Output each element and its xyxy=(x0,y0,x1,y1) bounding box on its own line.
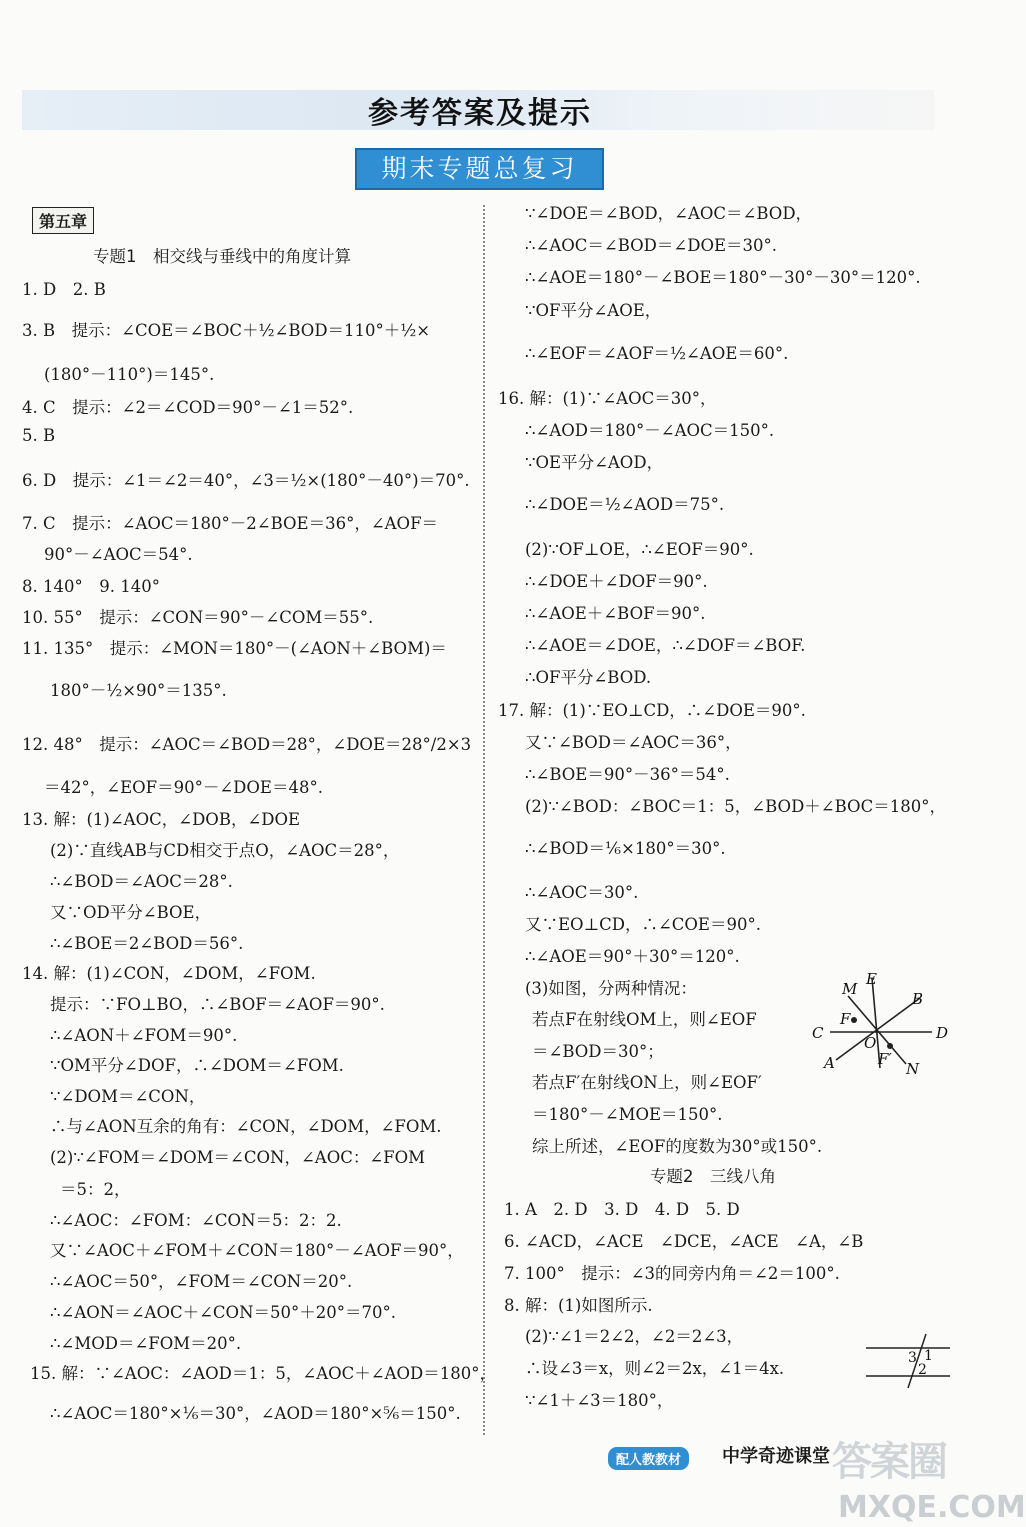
answer-line: 14. 解：(1)∠CON，∠DOM，∠FOM. xyxy=(22,964,316,983)
label-F: F xyxy=(840,1010,851,1028)
answer-line: ∴∠DOE＋∠DOF＝90°. xyxy=(525,572,708,591)
watermark-url: MXQE.COM xyxy=(838,1490,1026,1525)
answer-line: ∴∠BOD＝∠AOC＝28°. xyxy=(50,872,233,891)
answer-line: ∴∠AON＝∠AOC＋∠CON＝50°＋20°＝70°. xyxy=(50,1303,396,1322)
answer-line: (3)如图，分两种情况： xyxy=(525,979,697,998)
answer-line: ∴与∠AON互余的角有：∠CON，∠DOM，∠FOM. xyxy=(50,1117,442,1136)
answer-line: 16. 解：(1)∵∠AOC＝30°， xyxy=(498,389,717,408)
answer-line: ∴∠MOD＝∠FOM＝20°. xyxy=(50,1334,242,1353)
answer-line: ∴∠DOE＝½∠AOD＝75°. xyxy=(525,495,725,514)
label-3: 3 xyxy=(908,1350,917,1366)
footer-badge: 配人教教材 xyxy=(608,1447,689,1470)
answer-line: 5. B xyxy=(22,426,56,445)
label-C: C xyxy=(812,1024,824,1042)
answer-line: ∵∠DOM＝∠CON， xyxy=(50,1087,206,1106)
answer-line: ∴∠AOC＝180°×⅙＝30°，∠AOD＝180°×⅚＝150°. xyxy=(50,1404,461,1423)
answer-line: ∴∠AOE＝∠DOE，∴∠DOF＝∠BOF. xyxy=(525,636,806,655)
answer-line: 又∵EO⊥CD，∴∠COE＝90°. xyxy=(525,915,761,934)
section-title: 期末专题总复习 xyxy=(355,148,604,190)
answer-line: 6. D 提示：∠1＝∠2＝40°，∠3＝½×(180°－40°)＝70°. xyxy=(22,471,470,490)
answer-line: 90°－∠AOC＝54°. xyxy=(44,545,193,564)
answer-line: ∴∠AOC＝∠BOD＝∠DOE＝30°. xyxy=(525,236,778,255)
answer-line: 17. 解：(1)∵EO⊥CD，∴∠DOE＝90°. xyxy=(498,701,806,720)
answer-line: ∴∠AOC＝30°. xyxy=(525,883,639,902)
label-2: 2 xyxy=(918,1362,927,1378)
answer-line: ∴∠AOE＝90°＋30°＝120°. xyxy=(525,947,740,966)
section-heading: 专题2 三线八角 xyxy=(650,1167,776,1186)
answer-line: ∴∠AOD＝180°－∠AOC＝150°. xyxy=(525,421,775,440)
answer-line: 13. 解：(1)∠AOC，∠DOB，∠DOE xyxy=(22,810,301,829)
answer-line: (2)∵∠BOD：∠BOC＝1：5，∠BOD＋∠BOC＝180°， xyxy=(525,797,946,816)
answer-line: 1. D 2. B xyxy=(22,280,106,299)
answer-line: 1. A 2. D 3. D 4. D 5. D xyxy=(504,1200,740,1219)
answer-line: ∴∠EOF＝∠AOF＝½∠AOE＝60°. xyxy=(525,344,789,363)
answer-line: ＝180°－∠MOE＝150°. xyxy=(532,1105,723,1124)
answer-line: (2)∵∠1＝2∠2，∠2＝2∠3， xyxy=(525,1327,744,1346)
label-F-prime: F′ xyxy=(878,1050,892,1068)
footer-text: 中学奇迹课堂 xyxy=(722,1446,830,1467)
answer-line: 提示：∵FO⊥BO，∴∠BOF＝∠AOF＝90°. xyxy=(50,995,385,1014)
answer-line: (180°－110°)＝145°. xyxy=(44,365,215,384)
answer-line: (2)∵OF⊥OE，∴∠EOF＝90°. xyxy=(525,540,754,559)
answer-line: ∴∠AOC＝50°，∠FOM＝∠CON＝20°. xyxy=(50,1272,353,1291)
answer-line: ∴∠BOE＝2∠BOD＝56°. xyxy=(50,934,244,953)
label-N: N xyxy=(906,1060,920,1078)
answer-line: 6. ∠ACD，∠ACE ∠DCE，∠ACE ∠A，∠B xyxy=(504,1232,864,1251)
answer-line: 11. 135° 提示：∠MON＝180°－(∠AON＋∠BOM)＝ xyxy=(22,639,447,658)
answer-line: ∴∠AON＋∠FOM＝90°. xyxy=(50,1026,238,1045)
answer-line: ∴OF平分∠BOD. xyxy=(525,668,652,687)
answer-line: ∵OE平分∠AOD， xyxy=(525,453,664,472)
answer-line: ∴设∠3＝x，则∠2＝2x，∠1＝4x. xyxy=(525,1359,785,1378)
chapter-label: 第五章 xyxy=(32,207,94,234)
answer-line: 又∵∠BOD＝∠AOC＝36°， xyxy=(525,733,742,752)
answer-line: ＝5：2， xyxy=(60,1180,131,1199)
label-B: B xyxy=(912,990,924,1008)
answer-line: ∵∠DOE＝∠BOD，∠AOC＝∠BOD， xyxy=(525,204,813,223)
answer-line: ∵OF平分∠AOE， xyxy=(525,301,662,320)
answer-line: 15. 解：∵∠AOC：∠AOD＝1：5，∠AOC＋∠AOD＝180°， xyxy=(30,1364,497,1383)
answer-line: ∴∠BOD＝⅙×180°＝30°. xyxy=(525,839,726,858)
answer-line: ∴∠AOE＋∠BOF＝90°. xyxy=(525,604,706,623)
label-D: D xyxy=(936,1024,949,1042)
answer-line: 180°－½×90°＝135°. xyxy=(50,681,227,700)
answer-line: 4. C 提示：∠2＝∠COD＝90°－∠1＝52°. xyxy=(22,398,354,417)
answer-line: 若点F′在射线ON上，则∠EOF′ xyxy=(532,1073,762,1092)
answer-line: ∴∠AOE＝180°－∠BOE＝180°－30°－30°＝120°. xyxy=(525,268,921,287)
answer-line: ∵∠1＋∠3＝180°， xyxy=(525,1391,674,1410)
answer-line: (2)∵∠FOM＝∠DOM＝∠CON，∠AOC：∠FOM xyxy=(50,1148,426,1167)
answer-line: (2)∵直线AB与CD相交于点O，∠AOC＝28°， xyxy=(50,841,400,860)
answer-line: ∴∠AOC：∠FOM：∠CON＝5：2：2. xyxy=(50,1211,342,1230)
answer-line: ∴∠BOE＝90°－36°＝54°. xyxy=(525,765,730,784)
answer-line: 8. 解：(1)如图所示. xyxy=(504,1296,653,1315)
parallel-lines-figure xyxy=(864,1330,954,1390)
answer-line: 7. C 提示：∠AOC＝180°－2∠BOE＝36°，∠AOF＝ xyxy=(22,514,439,533)
answer-line: 又∵∠AOC＋∠FOM＋∠CON＝180°－∠AOF＝90°， xyxy=(50,1241,464,1260)
answer-line: 若点F在射线OM上，则∠EOF xyxy=(532,1010,757,1029)
answer-line: 8. 140° 9. 140° xyxy=(22,577,160,596)
label-A: A xyxy=(824,1054,835,1072)
label-1: 1 xyxy=(924,1348,933,1364)
answer-line: ∵OM平分∠DOF，∴∠DOM＝∠FOM. xyxy=(50,1056,344,1075)
answer-line: ＝42°，∠EOF＝90°－∠DOE＝48°. xyxy=(44,778,323,797)
answer-line: 10. 55° 提示：∠CON＝90°－∠COM＝55°. xyxy=(22,608,374,627)
answer-line: 12. 48° 提示：∠AOC＝∠BOD＝28°，∠DOE＝28°/2×3 xyxy=(22,735,472,754)
answer-line: 3. B 提示：∠COE＝∠BOC＋½∠BOD＝110°＋½× xyxy=(22,321,431,340)
label-E: E xyxy=(866,970,877,988)
answer-line: ＝∠BOD＝30°； xyxy=(532,1042,664,1061)
watermark-logo: 答案圈 xyxy=(832,1439,946,1485)
answer-line: 又∵OD平分∠BOE， xyxy=(50,903,212,922)
section-heading: 专题1 相交线与垂线中的角度计算 xyxy=(93,247,351,266)
answer-line: 7. 100° 提示：∠3的同旁内角＝∠2＝100°. xyxy=(504,1264,840,1283)
column-divider xyxy=(483,205,485,1435)
label-M: M xyxy=(842,980,858,998)
angle-figure xyxy=(808,968,958,1078)
page-title: 参考答案及提示 xyxy=(368,96,592,131)
label-O: O xyxy=(864,1034,877,1052)
answer-line: 综上所述，∠EOF的度数为30°或150°. xyxy=(532,1137,823,1156)
